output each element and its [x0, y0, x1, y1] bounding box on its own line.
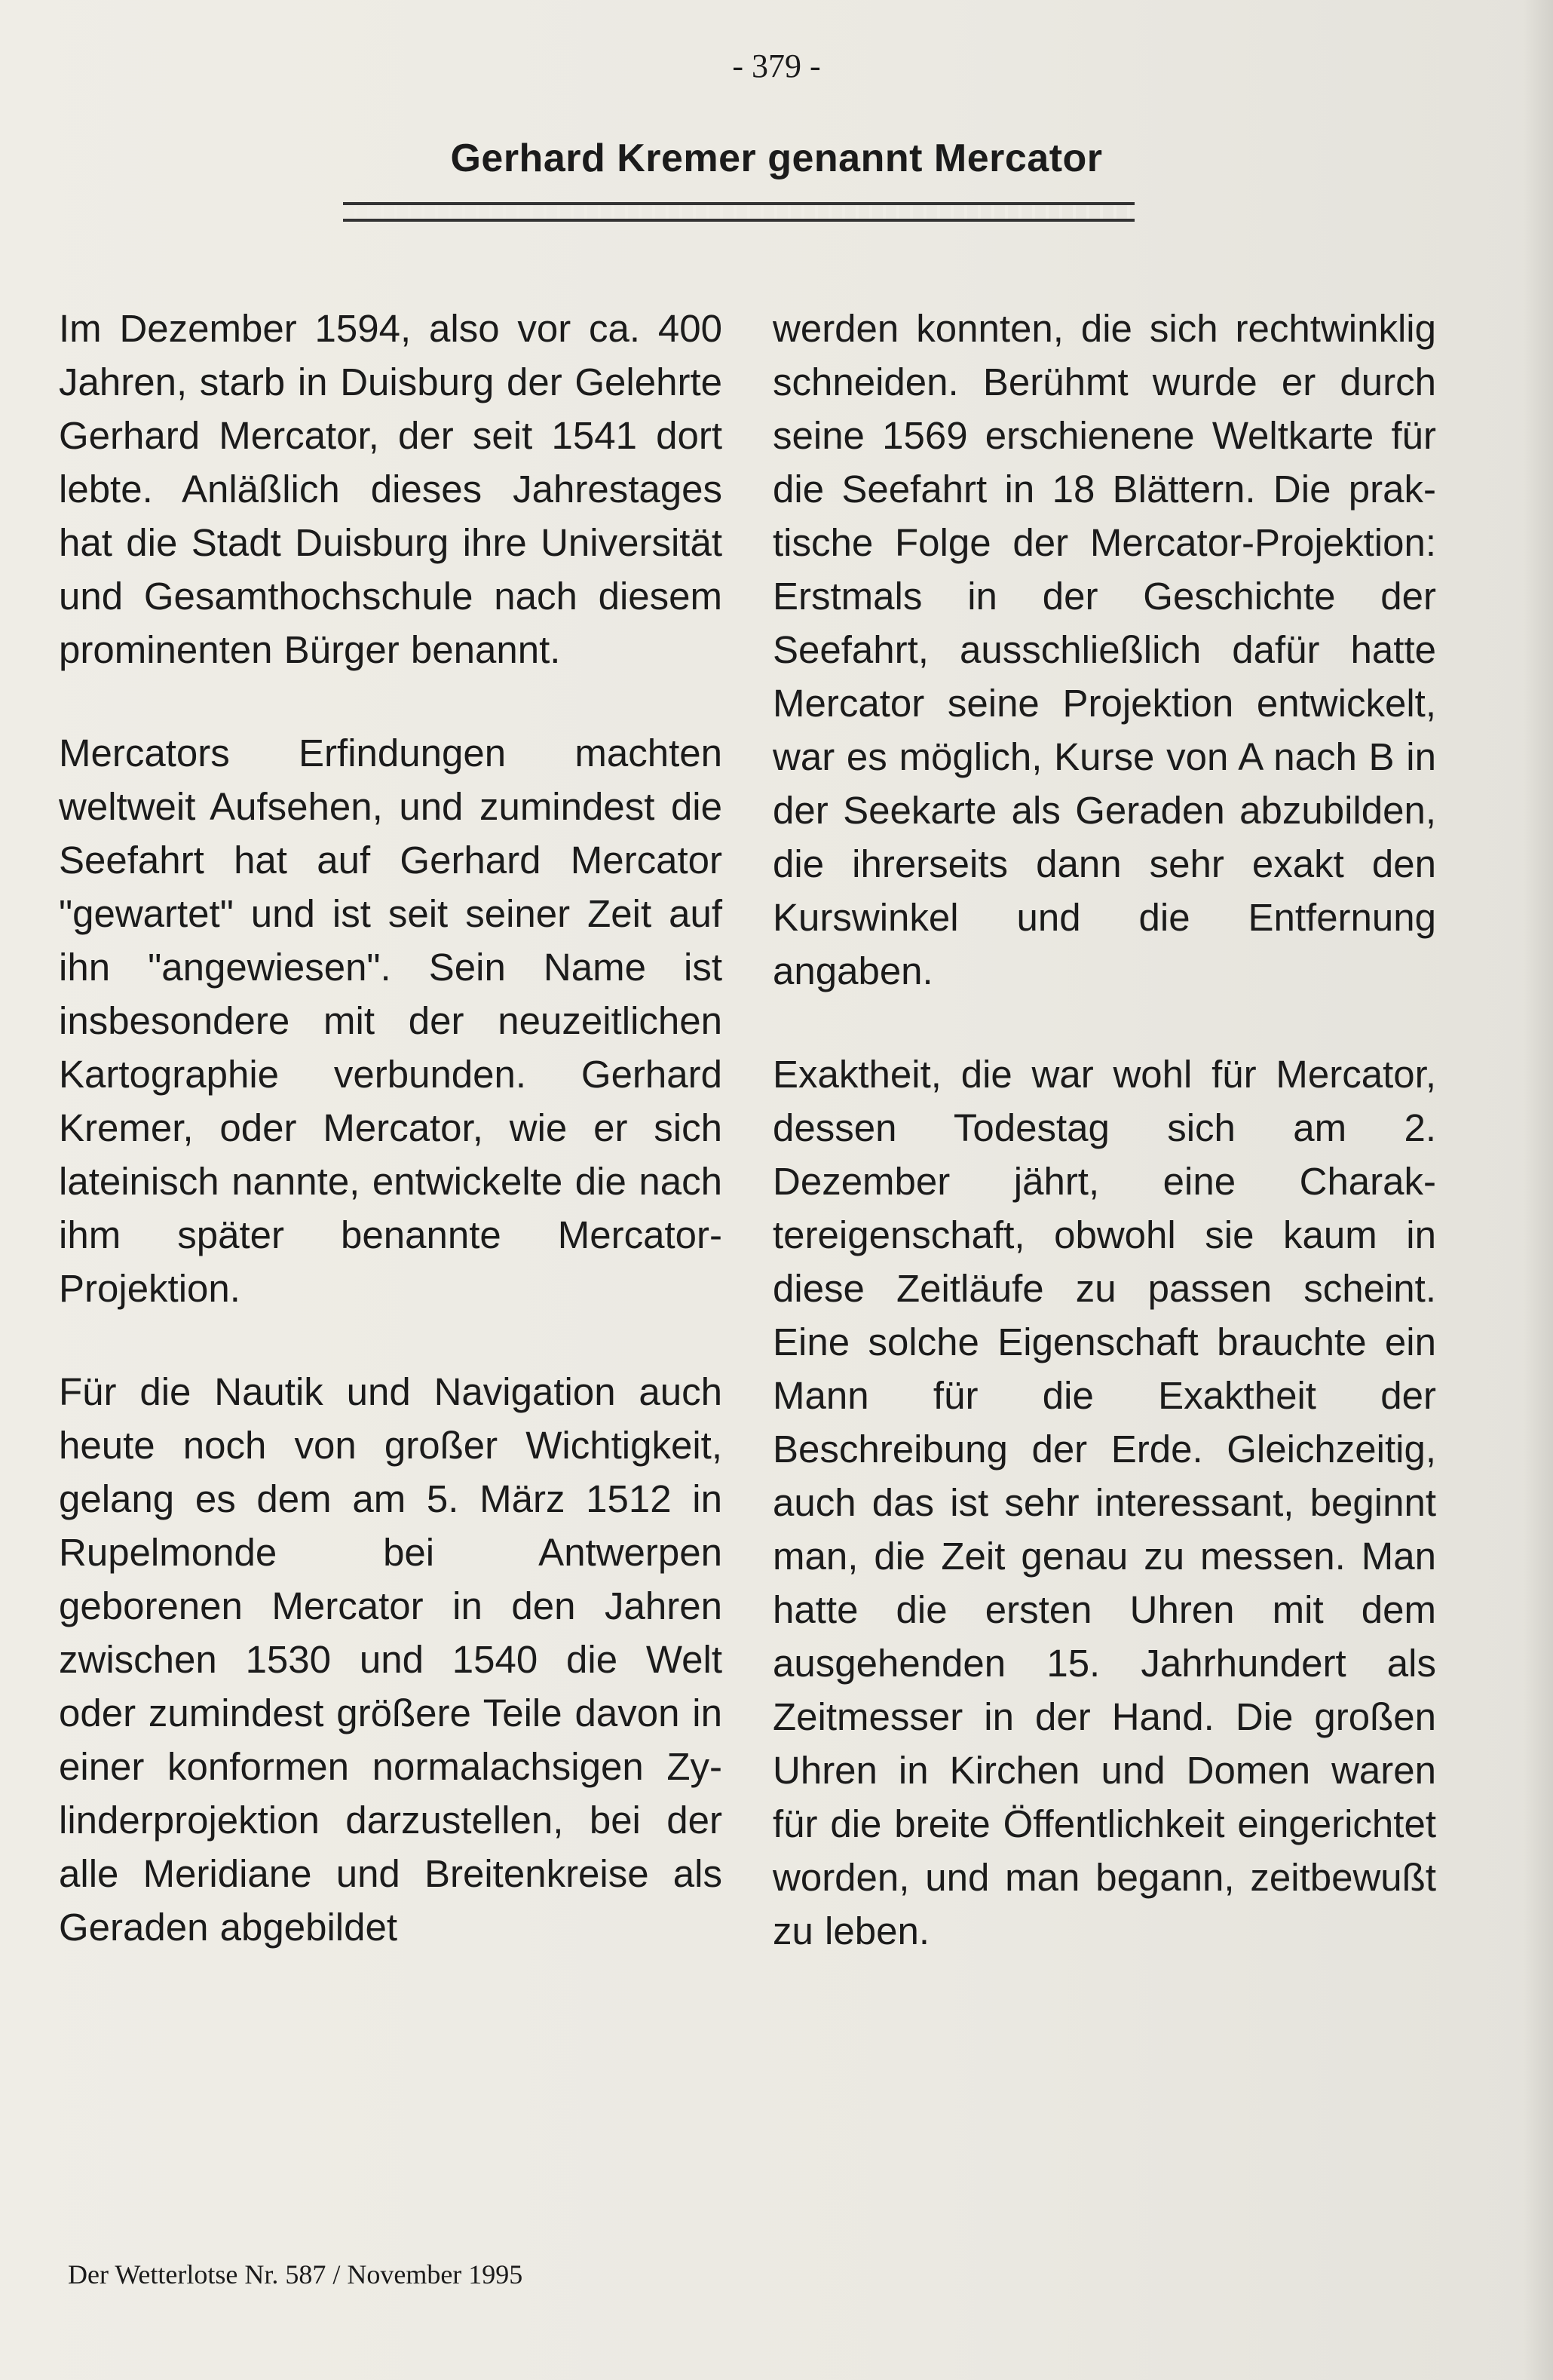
page-edge-shadow: [1523, 0, 1553, 2380]
publication-footer: Der Wetterlotse Nr. 587 / November 1995: [68, 2259, 523, 2290]
article-title: Gerhard Kremer genannt Mercator: [450, 136, 1103, 180]
paragraph: Im Dezember 1594, also vor ca. 400 Jahren, starb in Duisburg der Gelehrte Gerhard Mercator, der seit 1541 dort lebte. Anläßlich dieses Jahrestages hat die Stadt Duisburg ihre Universität und Gesamthochschule nach diesem prominenten Bürger benannt.: [59, 307, 722, 671]
paragraph: Für die Nautik und Navigation auch heute noch von großer Wichtigkeit, gelang es dem am 5. März 1512 in Rupelmonde bei Antwerpen geborenen Mercator in den Jahren zwischen 1530 und 1540 die Welt oder zumindest größere Teile davon in einer konformen normalachsigen Zylinderprojektion darzustellen, bei der alle Meridiane und Breitenkreise als Geraden abgebildet: [59, 1370, 722, 1949]
paragraph: Exaktheit, die war wohl für Mercator, dessen Todestag sich am 2. Dezember jährt, eine Charaktereigenschaft, obwohl sie kaum in diese Zeitläufe zu passen scheint. Eine solche Eigenschaft brauchte ein Mann für die Exaktheit der Beschreibung der Erde. Gleichzeitig, auch das ist sehr interessant, beginnt man, die Zeit genau zu messen. Man hatte die ersten Uhren mit dem ausgehenden 15. Jahrhundert als Zeitmesser in der Hand. Die großen Uhren in Kirchen und Domen waren für die breite Öffentlichkeit eingerichtet worden, und man begann, zeitbewußt zu leben.: [773, 1053, 1436, 1952]
title-underline: [343, 202, 1135, 222]
paragraph: werden konnten, die sich rechtwinklig schneiden. Berühmt wurde er durch seine 1569 erschienene Weltkarte für die Seefahrt in 18 Blättern. Die praktische Folge der Mercator-Projektion: Erstmals in der Geschichte der Seefahrt, ausschließlich dafür hatte Mercator seine Projektion entwickelt, war es möglich, Kurse von A nach B in der Seekarte als Geraden abzubilden, die ihrerseits dann sehr exakt den Kurswinkel und die Entfernung angaben.: [773, 307, 1436, 992]
paragraph: Mercators Erfindungen machten weltweit Aufsehen, und zumindest die Seefahrt hat auf Gerhard Mercator "gewartet" und ist seit seiner Zeit auf ihn "angewiesen". Sein Name ist insbesondere mit der neuzeitlichen Kartographie verbunden. Gerhard Kremer, oder Mercator, wie er sich lateinisch nannte, entwickelte die nach ihm später benannte Mercator-Projektion.: [59, 731, 722, 1310]
right-column: [773, 302, 1436, 2007]
left-column: [59, 302, 722, 2004]
page-number: - 379 -: [732, 48, 821, 84]
